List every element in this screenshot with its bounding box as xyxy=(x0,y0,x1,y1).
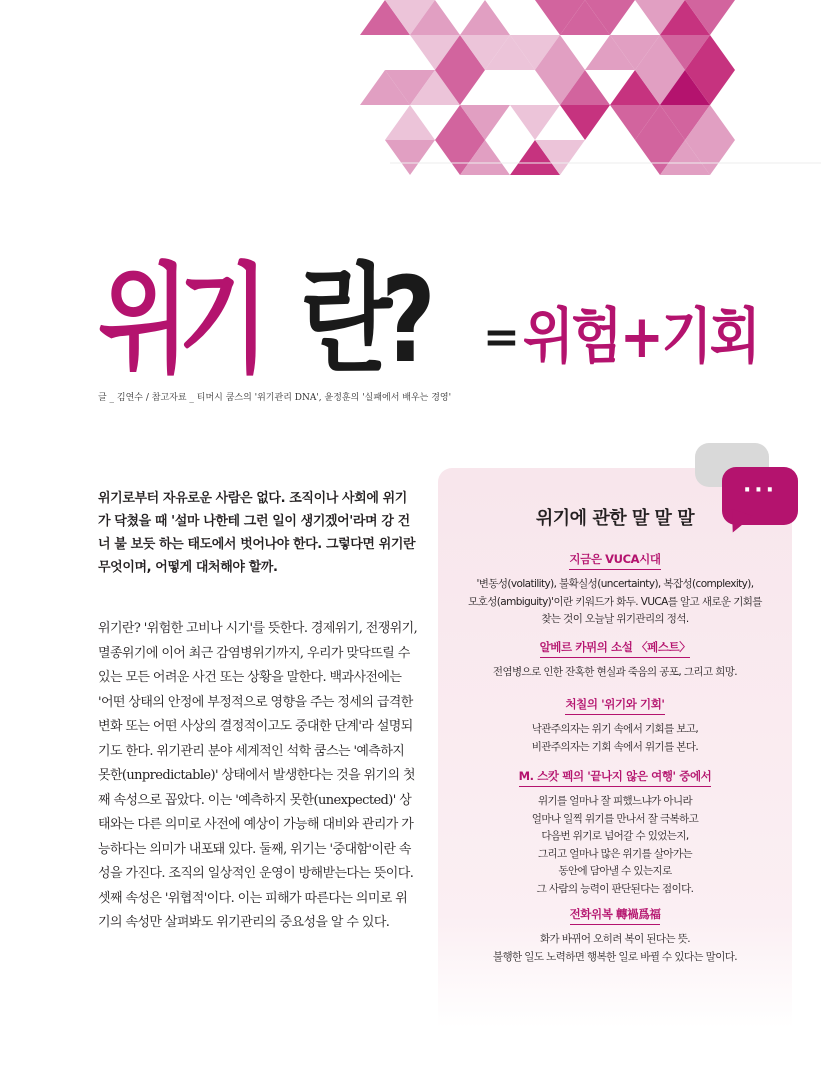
triangle-shape xyxy=(385,105,435,140)
title-crisis: 위기 xyxy=(98,251,258,389)
quote-line: 낙관주의자는 위기 속에서 기회를 보고, xyxy=(531,723,699,735)
quote-section xyxy=(438,693,792,756)
quote-heading: 처칠의 '위기와 기회' xyxy=(565,695,664,715)
quote-line: 모호성(ambiguity)'이란 키워드가 화두. VUCA를 알고 새로운 기회를 xyxy=(468,595,762,608)
quote-heading: 알베르 카뮈의 소설 〈페스트〉 xyxy=(540,638,691,658)
quote-section xyxy=(438,548,792,629)
panel-title: 위기에 관한 말 말 말 xyxy=(535,508,695,529)
ellipsis-icon: ··· xyxy=(742,478,778,503)
quote-section xyxy=(438,765,792,898)
quote-line: 위기를 얼마나 잘 피했느냐가 아니라 xyxy=(537,795,693,807)
quote-line: 화가 바뀌어 오히려 복이 된다는 뜻. xyxy=(539,933,691,945)
quote-body xyxy=(438,793,792,898)
quote-line: 얼마나 일찍 위기를 만나서 잘 극복하고 xyxy=(531,812,699,825)
triangle-shape xyxy=(460,0,510,35)
quote-body xyxy=(438,721,792,756)
quote-line: 다음번 위기로 넘어갈 수 있었는지, xyxy=(541,830,689,842)
triangle-shape xyxy=(385,140,435,175)
quote-heading: M. 스캇 펙의 '끝나지 않은 여행' 중에서 xyxy=(519,767,712,787)
lead-paragraph: 위기로부터 자유로운 사람은 없다. 조직이나 사회에 위기가 닥쳤을 때 '설마 나한테 그런 일이 생기겠어'라며 강 건너 불 보듯 하는 태도에서 벗어나야 한다. 그렇다면 위기란 무엇이며, 어떻게 대처해야 할까. xyxy=(98,491,416,575)
quote-line: 그리고 얼마나 많은 위기를 살아가는 xyxy=(537,847,693,860)
title-question: 란? xyxy=(301,251,425,389)
quote-body xyxy=(438,931,792,966)
quote-line: 찾는 것이 오늘날 위기관리의 정석. xyxy=(541,613,689,625)
quote-line: 비관주의자는 기회 속에서 위기를 본다. xyxy=(531,740,699,753)
byline: 글 _ 김연수 / 참고자료 _ 티머시 쿰스의 '위기관리 DNA', 윤정훈의 '실패에서 배우는 경영' xyxy=(98,393,452,403)
title-formula: 위험+기회 xyxy=(523,302,759,372)
triangle-shape xyxy=(560,105,610,140)
page-title xyxy=(98,240,798,400)
quote-section xyxy=(438,636,792,682)
title-equals: = xyxy=(483,312,520,363)
body-paragraph: 위기란? '위험한 고비나 시기'를 뜻한다. 경제위기, 전쟁위기, 멸종위기에 이어 최근 감염병위기까지, 우리가 맞닥뜨릴 수 있는 모든 어려운 사건 또는 상황을 말한다. 백과사전에는 '어떤 상태의 안정에 부정적으로 영향을 주는 정세의 급격한 변화 또는 어떤 사상의 결정적이고도 중대한 단계'라 설명되기도 한다. 위기관리 분야 세계적인 석학 쿰스는 '예측하지 못한(unpredictable)' 상태에서 발생한다는 것을 위기의 첫째 속성으로 꼽았다. 이는 '예측하지 못한(unexpected)' 상태와는 다른 의미로 사전에 예상이 가능해 대비와 관리가 가능하다는 의미가 내포돼 있다. 둘째, 위기는 '중대함'이란 속성을 가진다. 조직의 일상적인 운영이 방해받는다는 뜻이다. 셋째 속성은 '위협적'이다. 이는 피해가 따른다는 의미로 위기의 속성만 살펴봐도 위기관리의 중요성을 알 수 있다. xyxy=(98,621,418,930)
quote-line: '변동성(volatility), 불확실성(uncertainty), 복잡성(complexity), xyxy=(476,578,754,590)
quote-section xyxy=(438,903,792,966)
quote-line: 그 사람의 능력이 판단된다는 점이다. xyxy=(536,882,694,895)
quote-heading: 지금은 VUCA시대 xyxy=(569,550,660,570)
triangle-pattern xyxy=(0,0,821,175)
quote-line: 불행한 일도 노력하면 행복한 일로 바뀔 수 있다는 말이다. xyxy=(492,950,738,963)
triangle-shape xyxy=(510,105,560,140)
quote-heading: 전화위복 轉禍爲福 xyxy=(570,905,661,925)
quote-body xyxy=(438,664,792,682)
quote-line: 전염병으로 인한 잔혹한 현실과 죽음의 공포, 그리고 희망. xyxy=(492,666,738,678)
quote-line: 동안에 담아낼 수 있는지로 xyxy=(558,865,672,877)
quote-body xyxy=(438,576,792,629)
